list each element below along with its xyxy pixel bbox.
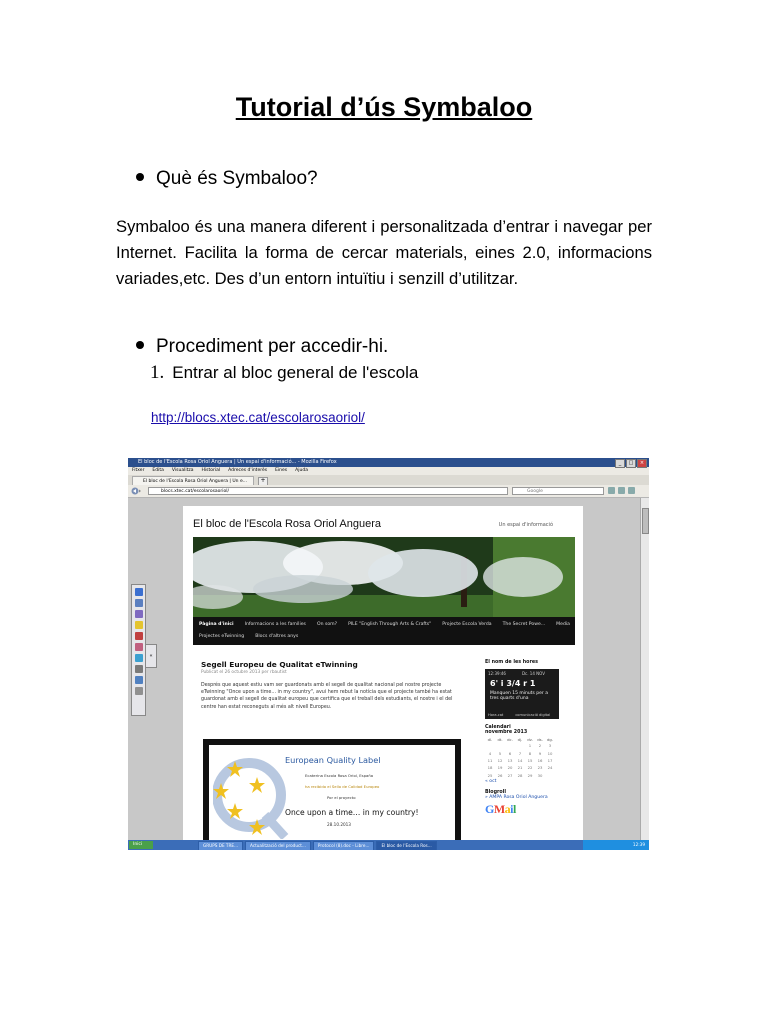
blog-link[interactable]: http://blocs.xtec.cat/escolarosaoriol/ <box>151 410 365 425</box>
quality-label-card <box>209 745 455 840</box>
menu-edit[interactable]: Edita <box>152 468 164 473</box>
calendar-heading: Calendari <box>485 725 511 730</box>
menu-view[interactable]: Visualitza <box>171 468 194 473</box>
main-navigation <box>193 617 575 645</box>
calendar-month: novembre 2013 <box>485 730 528 735</box>
document-title: Tutorial d’ús Symbaloo <box>235 92 533 122</box>
start-button[interactable]: Inici <box>129 841 153 849</box>
menu-tools[interactable]: Eines <box>275 468 288 473</box>
task-item[interactable]: Protocol (8).doc - Libre... <box>313 841 375 850</box>
calendar-day-header: dc. <box>507 737 513 742</box>
bullet-text: Què és Symbaloo? <box>156 168 318 189</box>
clock-big-text: 6' i 3/4 r 1 <box>490 679 536 688</box>
calendar-day: 12 <box>497 757 503 763</box>
nav-green-school[interactable]: Projecte Escola Verda <box>442 622 492 627</box>
calendar-day: 20 <box>507 765 513 771</box>
blogroll-item[interactable]: » AMPA Rosa Oriol Anguera <box>485 794 548 800</box>
clock-date: Dc. 14 NOV <box>521 671 545 676</box>
calendar-day-header: dg. <box>546 737 554 742</box>
eraser-icon[interactable] <box>135 643 143 651</box>
calendar-day <box>495 742 505 749</box>
gmail-letter: l <box>513 801 516 816</box>
intro-paragraph: Symbaloo és una manera diferent i personalitzada d’entrar i navegar per Internet. Facilita la forma de cercar materials, eines 2.0, informacions variades,etc. Des d’un entorn intuïtiu i senzill d’utilitzar. <box>116 217 652 288</box>
calendar-day: 22 <box>527 765 533 771</box>
calendar-day: 15 <box>527 757 533 763</box>
step-1 <box>150 362 418 384</box>
nav-where[interactable]: On som? <box>316 622 338 627</box>
clock-widget-heading: El nom de les hores <box>485 660 538 665</box>
calendar-day: 6 <box>508 750 512 756</box>
clock-footer-tag: comunicació digital <box>515 713 551 717</box>
calendar-day-header: dj. <box>517 737 523 742</box>
calendar-week <box>485 749 555 756</box>
etwinning-q-logo-icon <box>213 753 293 839</box>
windows-taskbar <box>128 840 649 850</box>
search-input[interactable]: Google <box>512 487 604 495</box>
calendar-day: 26 <box>497 772 503 778</box>
calendar-day: 10 <box>547 750 553 756</box>
bullet-dot-icon <box>136 341 144 349</box>
nav-icons <box>608 487 635 494</box>
calendar-week <box>485 772 555 779</box>
clock-sentence: Manquen 15 minuts per a tres quarts d'una <box>490 691 548 702</box>
clock-time: 12:39:46 <box>488 671 506 676</box>
calendar-day: 9 <box>538 750 542 756</box>
task-item[interactable]: Actualització del product... <box>245 841 311 850</box>
calendar-day: 3 <box>548 743 552 749</box>
calendar-day: 23 <box>537 765 543 771</box>
calendar-day-header: ds. <box>537 737 543 742</box>
calendar-day: 19 <box>497 765 503 771</box>
bullet-text: Procediment per accedir-hi. <box>156 336 389 357</box>
highlighter-icon[interactable] <box>135 621 143 629</box>
url-input[interactable]: blocs.xtec.cat/escolarosaoriol/ <box>148 487 508 495</box>
pen-icon[interactable] <box>135 632 143 640</box>
site-description: Un espai d'informació <box>498 522 553 528</box>
nav-families[interactable]: Informacions a les famílies <box>244 622 306 627</box>
home-icon[interactable] <box>628 487 635 494</box>
post-body: Després que aquest estiu vam ser guardonats amb el segell de qualitat nacional pel nostre projecte eTwinning "Once upon a time... in my country", avui hem rebut la notícia que el projecte també ha estat guardonat amb el segell de qualitat europeu que certifica que el treball dels estudiants, el nostre i el del centre han estat reconeguts al més alt nivell Europeu. <box>201 683 453 710</box>
pointer-icon[interactable] <box>135 588 143 596</box>
quality-label-title: European Quality Label <box>285 755 381 765</box>
window-title: El bloc de l'Escola Rosa Oriol Anguera | Un espai d'informació... - Mozilla Firefox <box>138 459 337 465</box>
calendar-day <box>515 742 525 749</box>
bullet-what-is <box>136 168 318 190</box>
calendar-week <box>485 764 555 771</box>
calendar-day <box>485 742 495 749</box>
calendar-prev-link[interactable]: « oct <box>485 778 497 784</box>
nav-old-blogs[interactable]: Blocs d'altres anys <box>255 634 299 639</box>
calendar-widget <box>485 725 575 784</box>
browser-screenshot <box>128 458 649 850</box>
calendar-day <box>505 742 515 749</box>
blogroll-heading: Blogroll <box>485 789 506 795</box>
nav-secret-power[interactable]: The Secret Powe... <box>502 622 546 627</box>
blog-page <box>183 506 583 840</box>
tab-bar <box>128 475 649 485</box>
nav-row-2 <box>199 634 298 639</box>
calendar-day: 29 <box>527 772 533 778</box>
menu-help[interactable]: Ajuda <box>295 468 308 473</box>
clock-widget <box>485 669 559 719</box>
line-icon[interactable] <box>135 665 143 673</box>
calendar-day: 7 <box>518 750 522 756</box>
calendar-day: 25 <box>487 772 493 778</box>
step-text: Entrar al bloc general de l'escola <box>172 363 419 382</box>
calendar-day-header: dl. <box>487 737 493 742</box>
nav-bar <box>128 485 649 498</box>
quality-label-by-project: Por el proyecto <box>327 795 356 800</box>
new-tab-icon[interactable]: + <box>258 477 268 486</box>
menu-history[interactable]: Historial <box>201 468 221 473</box>
undo-icon[interactable] <box>135 676 143 684</box>
nav-etwinning[interactable]: Projectes eTwinning <box>199 634 245 639</box>
nav-pile[interactable]: PILE "English Through Arts & Crafts" <box>348 622 432 627</box>
menu-file[interactable]: Fitxer <box>132 468 145 473</box>
calendar-day: 2 <box>538 743 542 749</box>
calendar-table <box>485 737 555 779</box>
taskbar-tasks <box>198 841 437 850</box>
quality-label-project: Once upon a time… in my country! <box>285 808 419 817</box>
bullet-dot-icon <box>136 173 144 181</box>
blog-sidebar <box>485 660 575 817</box>
close-icon[interactable]: × <box>637 459 647 468</box>
step-number: 1. <box>150 362 165 383</box>
calendar-day: 21 <box>517 765 523 771</box>
scrollbar[interactable] <box>640 498 649 840</box>
quality-label-school: Ecaterina Escola Rosa Oriol, España <box>305 773 374 778</box>
post-title[interactable]: Segell Europeu de Qualitat eTwinning <box>201 660 358 669</box>
download-icon[interactable] <box>618 487 625 494</box>
quality-label-awarded: ha recibido el Sello de Calidad Europeo <box>305 784 380 789</box>
browser-tab[interactable]: El bloc de l'Escola Rosa Oriol Anguera | Un e... <box>132 476 254 485</box>
lasso-icon[interactable] <box>135 610 143 618</box>
calendar-day: 13 <box>507 757 513 763</box>
gmail-letter: G <box>485 801 494 816</box>
menu-bookmarks[interactable]: Adreces d'interès <box>228 468 268 473</box>
calendar-week <box>485 742 555 749</box>
calendar-day: 28 <box>517 772 523 778</box>
clock-top <box>488 671 545 676</box>
quality-label-image <box>203 739 461 840</box>
calendar-day: 24 <box>547 765 553 771</box>
calendar-day: 5 <box>498 750 502 756</box>
site-title[interactable]: El bloc de l'Escola Rosa Oriol Anguera <box>193 518 381 530</box>
bookmark-icon[interactable] <box>608 487 615 494</box>
calendar-day: 8 <box>528 750 532 756</box>
shape-icon[interactable] <box>135 654 143 662</box>
post-meta: Publicat el 26 octubre 2013 per rbautist <box>201 670 287 675</box>
maximize-icon[interactable]: □ <box>626 459 636 468</box>
calendar-day: 4 <box>488 750 492 756</box>
header-banner-image <box>193 537 575 617</box>
gmail-logo[interactable] <box>485 802 575 817</box>
task-item-active[interactable]: El bloc de l'Escola Ros... <box>376 841 436 850</box>
task-item[interactable]: GRUPS DE TRE... <box>198 841 243 850</box>
nav-row-1 <box>199 622 570 627</box>
window-titlebar <box>128 458 649 467</box>
gmail-letter: M <box>493 801 505 816</box>
toolbar-collapse-handle[interactable]: « <box>145 644 157 668</box>
calendar-day: 14 <box>517 757 523 763</box>
gmail-letter: a <box>504 801 511 816</box>
calendar-day: 30 <box>537 772 543 778</box>
calendar-day: 16 <box>537 757 543 763</box>
calendar-day: 27 <box>507 772 513 778</box>
system-tray-clock: 12:39 <box>583 840 649 850</box>
calendar-day: 17 <box>547 757 553 763</box>
calendar-day <box>545 772 555 779</box>
calendar-week <box>485 757 555 764</box>
clock-footer <box>488 713 550 717</box>
nav-media[interactable]: Media <box>556 622 570 627</box>
nav-home[interactable]: Pàgina d'inici <box>199 622 234 627</box>
settings-icon[interactable] <box>135 687 143 695</box>
calendar-day-header: dt. <box>497 737 503 742</box>
menu-bar <box>128 467 649 475</box>
calendar-day: 1 <box>528 743 532 749</box>
blogroll-item-label: AMPA Rosa Oriol Anguera <box>489 794 548 800</box>
quality-label-date: 28.10.2013 <box>327 822 351 827</box>
back-icon[interactable] <box>131 487 145 495</box>
calendar-day: 18 <box>487 765 493 771</box>
scrollbar-thumb[interactable] <box>642 508 649 534</box>
annotation-toolbar <box>131 584 146 716</box>
calendar-day: 11 <box>487 757 493 763</box>
calendar-day-header: dv. <box>527 737 533 742</box>
select-icon[interactable] <box>135 599 143 607</box>
blossom-tree-image <box>193 537 575 617</box>
bullet-procedure <box>136 336 388 358</box>
clock-footer-brand[interactable]: Hora.cat <box>488 713 504 717</box>
minimize-icon[interactable]: _ <box>615 459 625 468</box>
gmail-letter: i <box>510 801 514 816</box>
window-controls <box>615 459 647 468</box>
